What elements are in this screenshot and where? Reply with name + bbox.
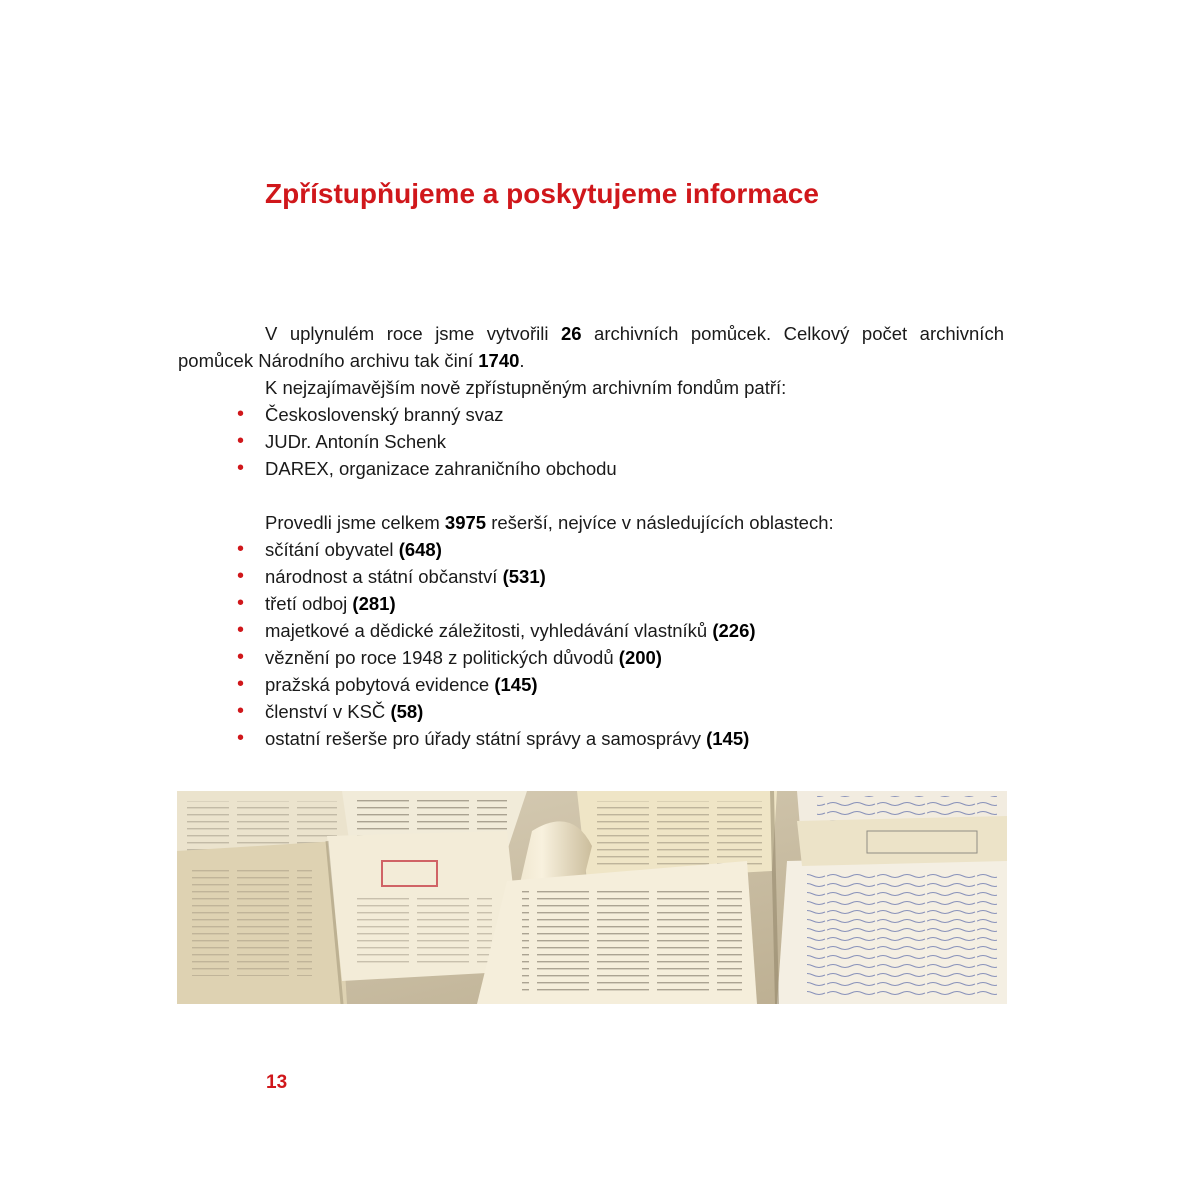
- aids-created-count: 26: [560, 323, 582, 344]
- list-item: • ostatní rešerše pro úřady státní správy a samosprávy (145): [178, 725, 1004, 752]
- list-item: • Československý branný svaz: [178, 401, 1004, 428]
- list-item: • JUDr. Antonín Schenk: [178, 428, 1004, 455]
- bullet-icon: •: [237, 700, 245, 722]
- body-text: [178, 320, 1004, 752]
- list-item: • členství v KSČ (58): [178, 698, 1004, 725]
- list-item: • sčítání obyvatel (648): [178, 536, 1004, 563]
- research-intro: Provedli jsme celkem 3975 rešerší, nejvíce v následujících oblastech:: [265, 512, 834, 533]
- bullet-icon: •: [237, 538, 245, 560]
- list-item: • majetkové a dědické záležitosti, vyhledávání vlastníků (226): [178, 617, 1004, 644]
- list-item: • věznění po roce 1948 z politických důvodů (200): [178, 644, 1004, 671]
- page-number: 13: [266, 1072, 288, 1093]
- bullet-icon: •: [237, 673, 245, 695]
- list-item: • DAREX, organizace zahraničního obchodu: [178, 455, 1004, 482]
- intro-paragraph: V uplynulém roce jsme vytvořili 26 archivních pomůcek. Celkový počet archivních pomůcek Národního archivu tak činí 1740.: [178, 323, 1004, 371]
- funds-intro: K nejzajímavějším nově zpřístupněným archivním fondům patří:: [265, 377, 787, 398]
- list-item: • třetí odboj (281): [178, 590, 1004, 617]
- bullet-icon: •: [237, 646, 245, 668]
- list-item: • pražská pobytová evidence (145): [178, 671, 1004, 698]
- bullet-icon: •: [237, 565, 245, 587]
- page-title: Zpřístupňujeme a poskytujeme informace: [265, 178, 819, 209]
- research-list: [178, 536, 1004, 752]
- bullet-icon: •: [237, 592, 245, 614]
- bullet-icon: •: [237, 430, 245, 452]
- research-total-count: 3975: [444, 512, 487, 533]
- list-item: • národnost a státní občanství (531): [178, 563, 1004, 590]
- bullet-icon: •: [237, 727, 245, 749]
- aids-total-count: 1740: [478, 350, 520, 371]
- bullet-icon: •: [237, 403, 245, 425]
- funds-list: [178, 401, 1004, 482]
- bullet-icon: •: [237, 457, 245, 479]
- archive-documents-photo: [177, 791, 1007, 1004]
- bullet-icon: •: [237, 619, 245, 641]
